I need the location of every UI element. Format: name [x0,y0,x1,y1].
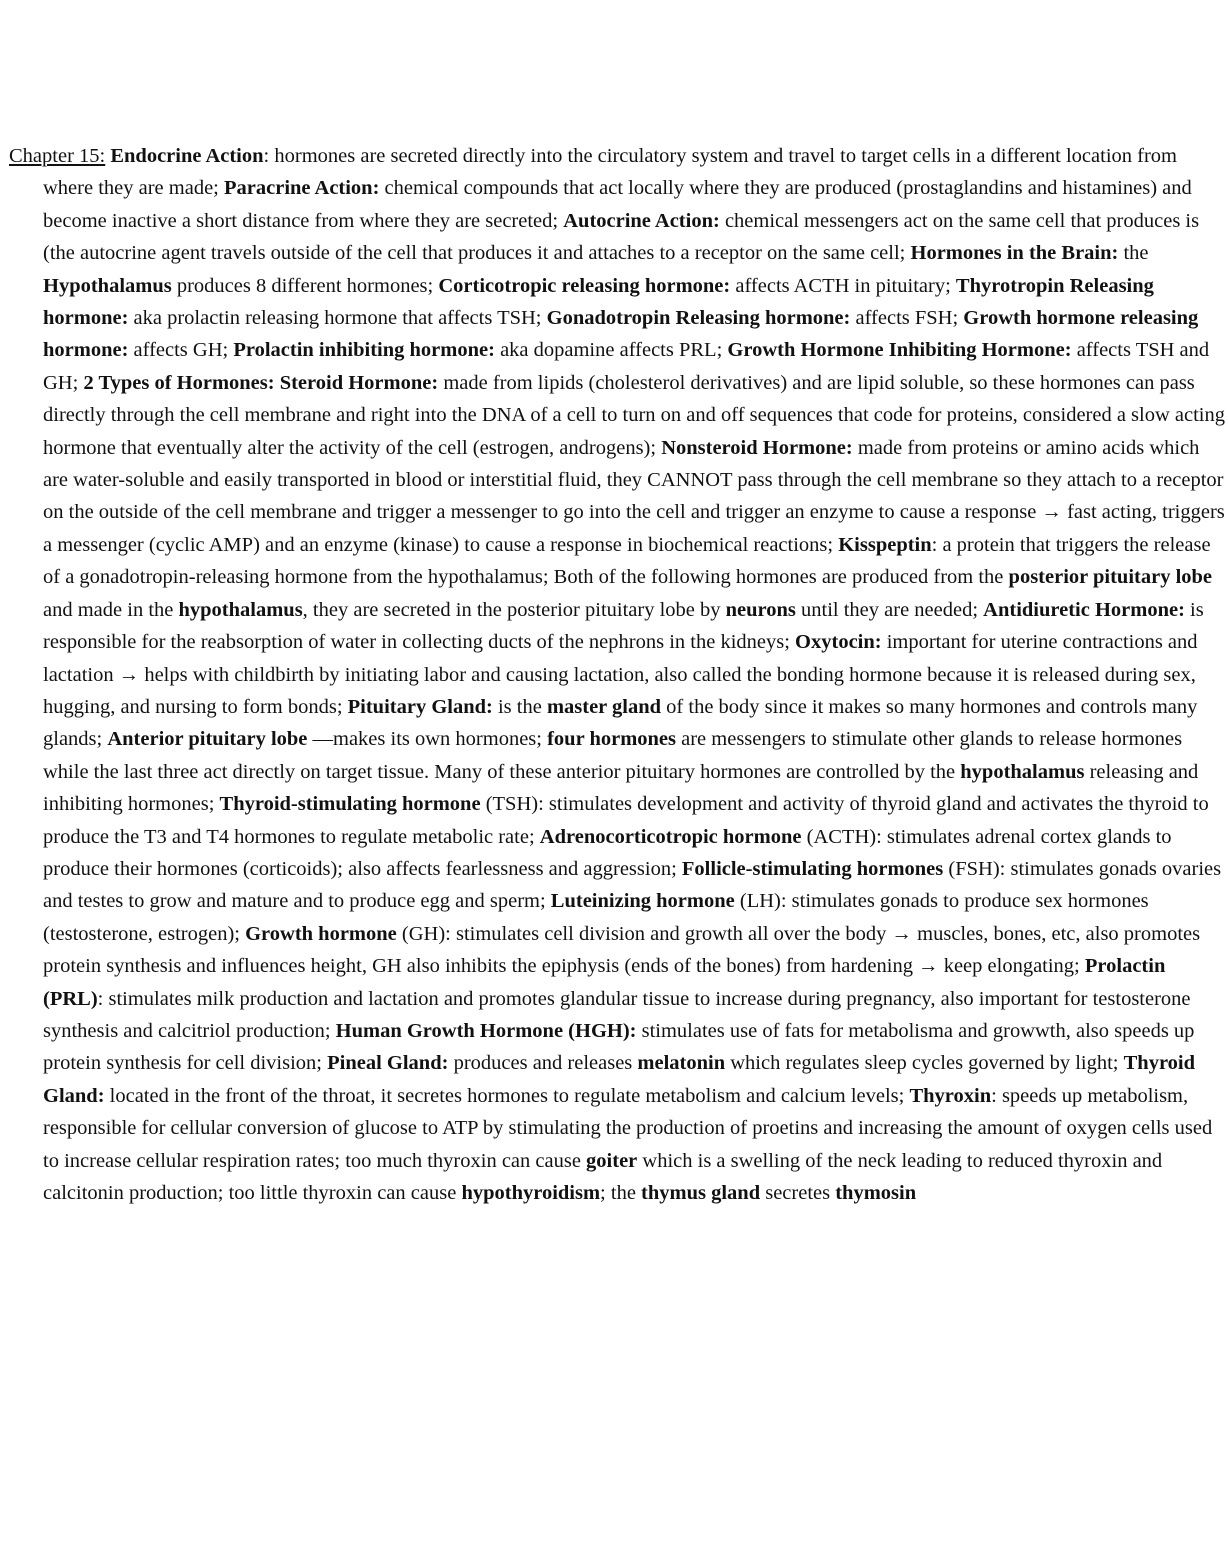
bold-term: posterior pituitary lobe [1008,566,1213,589]
bold-term: master gland [546,695,662,718]
body-text: important for uterine contractions and lactation → helps with childbirth by initiating labor and causing lactation, also called the bonding hormone because it is released during sex, hugging, and nursing to form bonds; [43,631,1198,718]
bold-term: Thyroxin [909,1084,992,1107]
bold-term: Autocrine Action: [563,209,720,232]
bold-term: melatonin [637,1052,726,1075]
body-text: ; the [600,1182,642,1204]
bold-term: Kisspeptin [838,533,932,556]
body-text: : a protein that triggers the release of a gonadotropin-releasing hormone from the hypothalamus; Both of the following hormones are produced from the [43,533,1211,589]
chapter-label: Chapter 15: [9,145,106,167]
bold-term: Antidiuretic Hormone: [983,598,1185,621]
body-text: : stimulates milk production and lactation and promotes glandular tissue to increase during pregnancy, also important for testosterone synthesis and calcitriol production; [43,987,1191,1042]
bold-term: Pineal Gland: [327,1052,449,1075]
body-text: (ACTH): stimulates adrenal cortex glands to produce their hormones (corticoids); also affects fearlessness and aggression; [43,825,1172,880]
body-text: is the [492,695,547,718]
bold-term: Paracrine Action: [224,177,380,200]
body-text: affects TSH and GH; [43,339,1210,394]
bold-term: Anterior pituitary lobe [107,728,308,751]
bold-term: Prolactin inhibiting hormone: [233,339,495,362]
bold-term: Follicle-stimulating hormones [681,857,944,880]
body-text: which is a swelling of the neck leading to reduced thyroxin and calcitonin production; too little thyroxin can cause [43,1149,1163,1204]
bold-term: Gonadotropin Releasing hormone: [546,307,851,330]
body-text: , they are secreted in the posterior pituitary lobe by [302,598,726,621]
body-text: and made in the [43,598,179,621]
bold-term: hypothalamus [960,760,1085,783]
bold-term: Growth hormone [245,922,397,945]
body-text: located in the front of the throat, it secretes hormones to regulate metabolism and calcium levels; [104,1084,910,1107]
body-text: releasing and inhibiting hormones; [43,760,1199,816]
bold-term: hypothyroidism [461,1182,601,1204]
bold-term: Corticotropic releasing hormone: [438,274,731,297]
notes-body [43,145,1225,1204]
bold-term: Thyrotropin Releasing hormone: [43,274,1154,330]
bold-term: Human Growth Hormone (HGH): [335,1019,637,1042]
body-text: produces and releases [448,1052,638,1075]
body-text: : speeds up metabolism, responsible for cellular conversion of glucose to ATP by stimulating the production of proetins and increasing the amount of oxygen cells used to increase cellular respiration rates; too much thyroxin can cause [43,1084,1213,1172]
bold-term: four hormones [547,728,676,751]
body-text: affects FSH; [850,307,964,330]
body-text: (TSH): stimulates development and activity of thyroid gland and activates the thyroid to produce the T3 and T4 hormones to regulate metabolic rate; [43,793,1209,848]
body-text: the [1118,242,1149,265]
body-text: affects GH; [128,339,234,362]
body-text: chemical messengers act on the same cell that produces is (the autocrine agent travels outside of the cell that produces it and attaches to a receptor on the same cell; [43,209,1200,265]
bold-term: Luteinizing hormone [550,890,735,913]
body-text: stimulates use of fats for metabolisma and growwth, also speeds up protein synthesis for cell division; [43,1019,1195,1075]
bold-term: Thyroid-stimulating hormone [219,793,481,816]
bold-term: Nonsteroid Hormone: [661,436,853,459]
bold-term: Endocrine Action [110,145,264,167]
body-text: aka prolactin releasing hormone that affects TSH; [128,307,547,330]
body-text: until they are needed; [795,598,984,621]
body-text: chemical compounds that act locally where they are produced (prostaglandins and histamines) and become inactive a short distance from where they are secreted; [43,177,1192,232]
bold-term: Prolactin (PRL) [43,955,1166,1010]
bold-term: Pituitary Gland: [347,695,493,718]
body-text: : hormones are secreted directly into the circulatory system and travel to target cells in a different location from where they are made; [43,145,1177,200]
body-text: (LH): stimulates gonads to produce sex hormones (testosterone, estrogen); [43,890,1149,945]
bold-term: Adrenocorticotropic hormone [539,825,802,848]
body-text: secretes [760,1182,836,1204]
chapter-notes-paragraph [9,140,1229,1209]
bold-term: neurons [725,598,796,621]
body-text: (FSH): stimulates gonads ovaries and testes to grow and mature and to produce egg and sperm; [43,857,1222,913]
bold-term: Hormones in the Brain: [910,242,1119,265]
body-text: made from proteins or amino acids which are water-soluble and easily transported in blood or interstitial fluid, they CANNOT pass through the cell membrane so they attach to a receptor on the outside of the cell membrane and trigger a messenger to go into the cell and trigger an enzyme to cause a response → fast acting, triggers a messenger (cyclic AMP) and an enzyme (kinase) to cause a response in biochemical reactions; [43,436,1225,556]
body-text: are messengers to stimulate other glands to release hormones while the last three act directly on target tissue. Many of these anterior pituitary hormones are controlled by the [43,728,1183,783]
body-text: aka dopamine affects PRL; [494,339,728,362]
body-text: is responsible for the reabsorption of water in collecting ducts of the nephrons in the kidneys; [43,598,1204,654]
body-text: made from lipids (cholesterol derivatives) and are lipid soluble, so these hormones can pass directly through the cell membrane and right into the DNA of a cell to turn on and off sequences that code for proteins, considered a slow acting hormone that eventually alter the activity of the cell (estrogen, androgens); [43,371,1226,459]
bold-term: thymosin [835,1182,917,1204]
bold-term: Thyroid Gland: [43,1052,1196,1107]
bold-term: hypothalamus [178,598,303,621]
body-text: which regulates sleep cycles governed by light; [725,1052,1124,1075]
body-text: affects ACTH in pituitary; [730,274,956,297]
body-text: produces 8 different hormones; [171,274,439,297]
bold-term: Oxytocin: [795,631,882,654]
bold-term: Growth Hormone Inhibiting Hormone: [727,339,1072,362]
body-text: —makes its own hormones; [307,728,548,751]
bold-term: Hypothalamus [43,274,172,297]
body-text: (GH): stimulates cell division and growth all over the body → muscles, bones, etc, also promotes protein synthesis and influences height, GH also inhibits the epiphysis (ends of the bones) from hardening → keep elongating; [43,922,1201,978]
bold-term: 2 Types of Hormones: Steroid Hormone: [83,371,439,394]
body-text: of the body since it makes so many hormones and controls many glands; [43,695,1198,751]
bold-term: Growth hormone releasing hormone: [43,307,1199,362]
bold-term: thymus gland [641,1182,761,1204]
bold-term: goiter [586,1149,638,1172]
